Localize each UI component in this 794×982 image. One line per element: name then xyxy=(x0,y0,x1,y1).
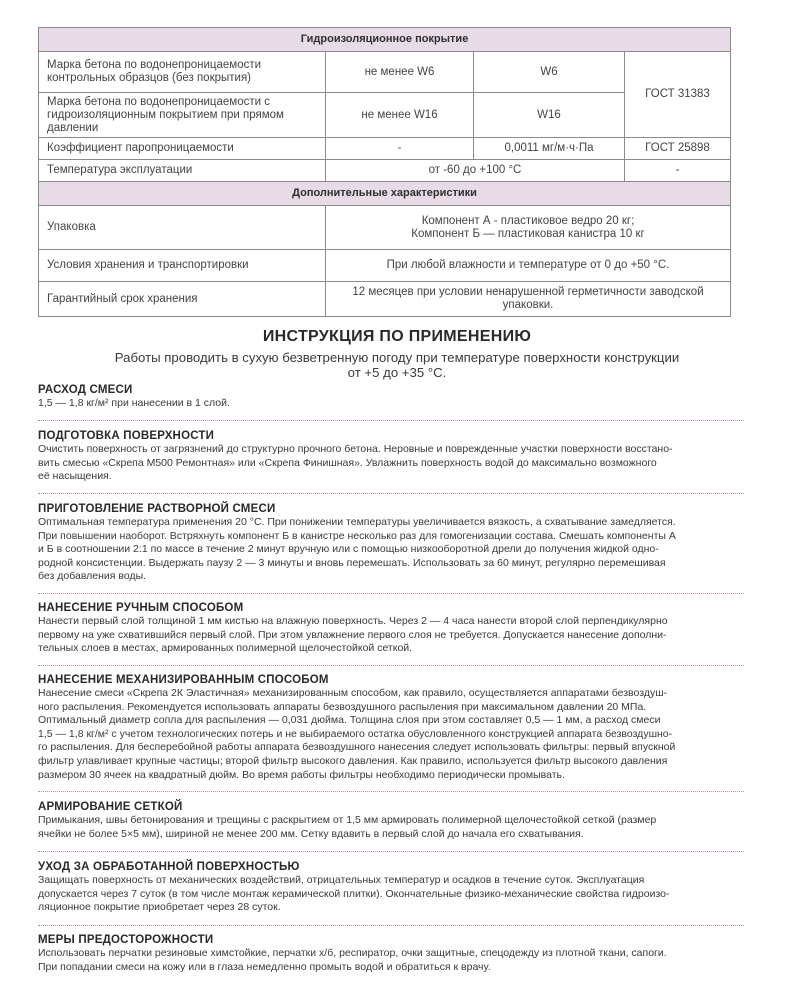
table-row xyxy=(39,138,731,160)
table-section-header xyxy=(39,28,731,52)
row-label: Гарантийный срок хранения xyxy=(39,282,326,317)
section-heading: ПОДГОТОВКА ПОВЕРХНОСТИ xyxy=(38,430,215,442)
instructions-title: ИНСТРУКЦИЯ ПО ПРИМЕНЕНИЮ xyxy=(262,328,532,345)
section-mechanized-application xyxy=(38,673,744,782)
section-heading: УХОД ЗА ОБРАБОТАННОЙ ПОВЕРХНОСТЬЮ xyxy=(38,861,300,873)
body-line: Оптимальная температура применения 20 °С. При понижении температуры увеличивается вязкость, а схватывание замедляется. xyxy=(38,516,676,528)
body-line: ляционное покрытие приобретает через 28 суток. xyxy=(38,901,281,914)
row-standard: ГОСТ 31383 xyxy=(625,52,731,138)
body-line: Оптимальный диаметр сопла для распыления — 0,031 дюйма. Толщина слоя при этом составляет 0,5 — 1 мм, а расход смеси xyxy=(38,714,661,727)
section-body xyxy=(38,947,744,974)
row-actual: 0,0011 мг/м·ч·Па xyxy=(474,138,625,160)
spec-table xyxy=(38,27,731,317)
section-heading: МЕРЫ ПРЕДОСТОРОЖНОСТИ xyxy=(38,934,214,946)
section-divider xyxy=(38,593,744,594)
section-mixing xyxy=(38,502,744,584)
section-surface-care xyxy=(38,860,744,915)
row-label: Коэффициент паропроницаемости xyxy=(39,138,326,160)
section-heading: РАСХОД СМЕСИ xyxy=(38,384,133,396)
row-label: Марка бетона по водонепроницаемости с гидроизоляционным покрытием при прямом давлении xyxy=(39,93,326,138)
body-line: Очистить поверхность от загрязнений до структурно прочного бетона. Неровные и поврежденные участки поверхности восстано- xyxy=(38,443,673,455)
section-body xyxy=(38,615,744,656)
row-label: Температура эксплуатации xyxy=(39,160,326,182)
section-heading: НАНЕСЕНИЕ МЕХАНИЗИРОВАННЫМ СПОСОБОМ xyxy=(38,674,329,686)
section-heading: НАНЕСЕНИЕ РУЧНЫМ СПОСОБОМ xyxy=(38,602,244,614)
body-line: 1,5 — 1,8 кг/м² при нанесении в 1 слой. xyxy=(38,397,230,409)
section-manual-application xyxy=(38,601,744,656)
body-line: допускается через 7 суток (в том числе монтаж керамической плитки). Окончательные физико-механические свойства гидроизо- xyxy=(38,887,670,900)
body-line: го распыления. Для бесперебойной работы аппарата безвоздушного нанесения следует использовать фильтры: первый впускной xyxy=(38,741,676,754)
section-body xyxy=(38,874,744,915)
section-divider xyxy=(38,791,744,792)
intro-line-2: от +5 до +35 °С. xyxy=(347,365,447,380)
table-row xyxy=(39,52,731,93)
body-line: При повышении наоборот. Встряхнуть компонент Б в канистре несколько раз для гомогенизации состава. Смешать компоненты А xyxy=(38,529,676,542)
table-row xyxy=(39,250,731,282)
instructions-intro xyxy=(80,350,714,380)
body-line: вить смесью «Скрепа М500 Ремонтная» или «Скрепа Финишная». Увлажнить поверхность водой до максимально возможного xyxy=(38,456,657,469)
row-standard: - xyxy=(625,160,731,182)
body-line: тельных слоев в местах, армированных полимерной щелочестойкой сеткой. xyxy=(38,642,413,655)
body-line: и Б в соотношении 2:1 по массе в течение 2 минут вручную или с помощью низкооборотной дрели до получения жидкой одно- xyxy=(38,543,659,556)
row-label: Условия хранения и транспортировки xyxy=(39,250,326,282)
section-divider xyxy=(38,493,744,494)
section-body xyxy=(38,443,744,484)
section-body xyxy=(38,516,744,584)
body-line: ного распыления. Рекомендуется использовать аппараты безвоздушного распыления при максимальном давлении 20 МПа. xyxy=(38,700,647,713)
row-standard: ГОСТ 25898 xyxy=(625,138,731,160)
body-line: Примыкания, швы бетонирования и трещины с раскрытием от 1,5 мм армировать полимерной щелочестойкой сеткой (размер xyxy=(38,814,657,826)
section-body xyxy=(38,687,744,782)
section-divider xyxy=(38,665,744,666)
pack-line-1: Компонент А - пластиковое ведро 20 кг; xyxy=(421,214,635,227)
body-line: первому на уже схватившийся первый слой. При этом увлажнение первого слоя не требуется. Допускается нанесение дополни- xyxy=(38,628,667,641)
body-line: фильтр улавливает крупные частицы; второй фильтр высокого давления. Как правило, используется фильтр высокого давления xyxy=(38,754,668,767)
section-body xyxy=(38,814,744,841)
body-line: При попадании смеси на кожу или в глаза немедленно промыть водой и обратиться к врачу. xyxy=(38,960,491,973)
body-line: Нанести первый слой толщиной 1 мм кистью на влажную поверхность. Через 2 — 4 часа нанести второй слой перпендикулярно xyxy=(38,615,668,627)
body-line: без добавления воды. xyxy=(38,570,147,583)
section-consumption xyxy=(38,383,744,411)
section-surface-prep xyxy=(38,429,744,484)
body-line: её насыщения. xyxy=(38,470,112,483)
body-line: Защищать поверхность от механических воздействий, отрицательных температур и осадков в течение суток. Эксплуатация xyxy=(38,874,645,886)
section-reinforcement xyxy=(38,800,744,841)
section-heading: АРМИРОВАНИЕ СЕТКОЙ xyxy=(38,801,183,813)
section-heading: ПРИГОТОВЛЕНИЕ РАСТВОРНОЙ СМЕСИ xyxy=(38,503,276,515)
row-value: 12 месяцев при условии ненарушенной герметичности заводской упаковки. xyxy=(326,282,731,317)
pack-line-2: Компонент Б — пластиковая канистра 10 кг xyxy=(411,227,645,240)
table-row xyxy=(39,282,731,317)
row-actual: W6 xyxy=(474,52,625,93)
section-body xyxy=(38,397,744,411)
intro-line-1: Работы проводить в сухую безветренную погоду при температуре поверхности конструкции xyxy=(114,350,680,365)
row-value xyxy=(326,206,731,250)
body-line: ячейки не более 5×5 мм), шириной не менее 200 мм. Сетку вдавить в первый слой до начала его схватывания. xyxy=(38,827,584,840)
body-line: 1,5 — 1,8 кг/м² с учетом технологических потерь и не выбираемого остатка обусловленного конструкцией аппарата безвоздушно- xyxy=(38,727,673,740)
body-line: родной консистенции. Выдержать паузу 2 — 3 минуты и вновь перемешать. Использовать за 60 минут, регулярно перемешивая xyxy=(38,556,666,569)
row-value: При любой влажности и температуре от 0 до +50 °С. xyxy=(326,250,731,282)
table-row xyxy=(39,206,731,250)
body-line: размером 30 ячеек на квадратный дюйм. Во время работы фильтры необходимо периодически промывать. xyxy=(38,768,565,781)
body-line: Использовать перчатки резиновые химстойкие, перчатки х/б, респиратор, очки защитные, спецодежду из плотной ткани, сапоги. xyxy=(38,947,667,959)
section-divider xyxy=(38,851,744,852)
row-label: Упаковка xyxy=(39,206,326,250)
body-line: Нанесение смеси «Скрепа 2К Эластичная» механизированным способом, как правило, осуществляется аппаратами безвоздуш- xyxy=(38,687,668,699)
section-title-waterproofing: Гидроизоляционное покрытие xyxy=(39,28,731,52)
row-requirement: не менее W16 xyxy=(326,93,474,138)
table-section-header xyxy=(39,182,731,206)
row-requirement: - xyxy=(326,138,474,160)
row-requirement: не менее W6 xyxy=(326,52,474,93)
row-value: от -60 до +100 °С xyxy=(326,160,625,182)
row-label: Марка бетона по водонепроницаемости контрольных образцов (без покрытия) xyxy=(39,52,326,93)
section-divider xyxy=(38,925,744,926)
table-row xyxy=(39,160,731,182)
row-actual: W16 xyxy=(474,93,625,138)
section-precautions xyxy=(38,933,744,974)
section-divider xyxy=(38,420,744,421)
section-title-additional: Дополнительные характеристики xyxy=(39,182,731,206)
